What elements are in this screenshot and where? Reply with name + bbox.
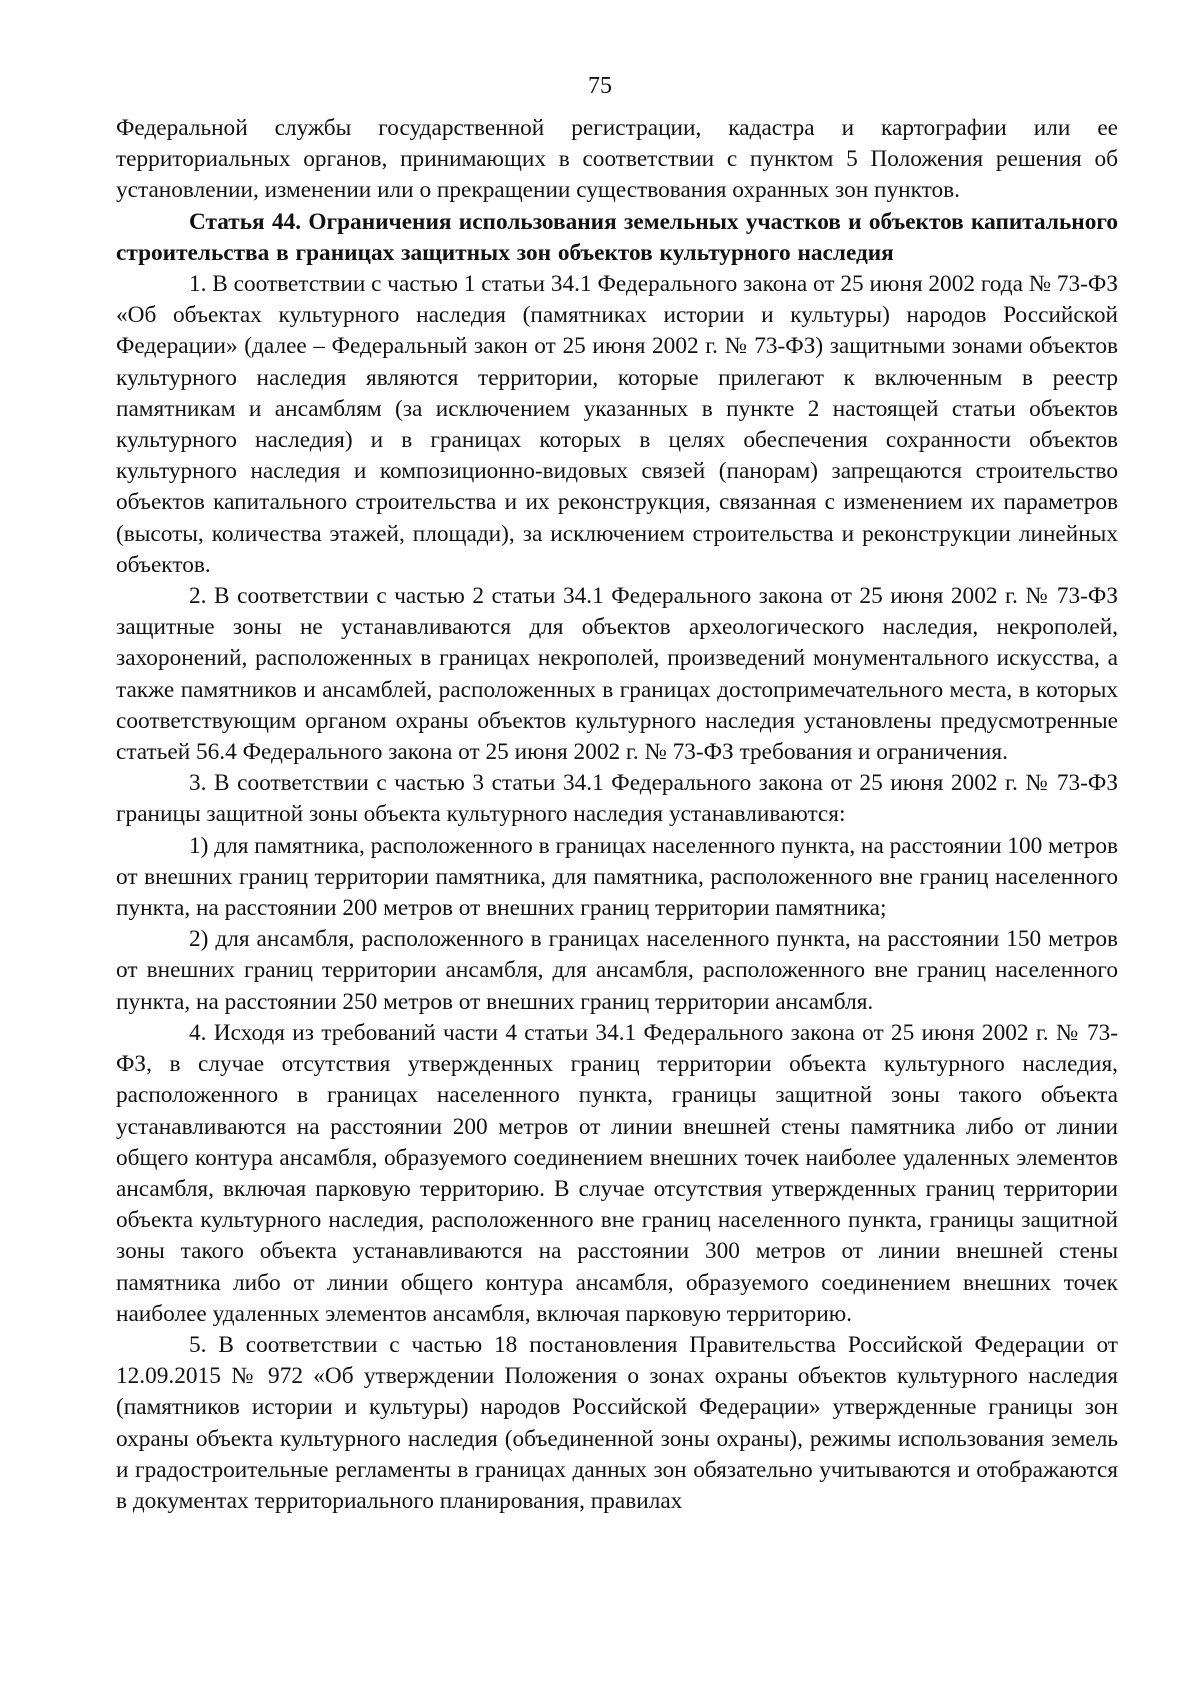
paragraph-5: 5. В соответствии с частью 18 постановления Правительства Российской Федерации от 12.09.2015 № 972 «Об утверждении Положения о зонах охраны объектов культурного наследия (памятников истории и культуры) народов Российской Федерации» утвержденные границы зон охраны объекта культурного наследия (объединенной зоны охраны), режимы использования земель и градостроительные регламенты в границах данных зон обязательно учитываются и отображаются в документах территориального планирования, правилах bbox=[116, 1331, 1118, 1514]
document-body bbox=[116, 113, 1118, 1517]
paragraph-continuation: Федеральной службы государственной регистрации, кадастра и картографии или ее территориальных органов, принимающих в соответствии с пунктом 5 Положения решения об установлении, изменении или о прекращении существования охранных зон пунктов. bbox=[116, 115, 1118, 204]
paragraph-3-item-2: 2) для ансамбля, расположенного в границах населенного пункта, на расстоянии 150 метров от внешних границ территории ансамбля, для ансамбля, расположенного вне границ населенного пункта, на расстоянии 250 метров от внешних границ территории ансамбля. bbox=[116, 926, 1118, 1015]
paragraph-3: 3. В соответствии с частью 3 статьи 34.1 Федерального закона от 25 июня 2002 г. № 73-ФЗ границы защитной зоны объекта культурного наследия устанавливаются: bbox=[116, 770, 1118, 828]
page-number: 75 bbox=[588, 73, 612, 99]
paragraph-2: 2. В соответствии с частью 2 статьи 34.1 Федерального закона от 25 июня 2002 г. № 73-ФЗ защитные зоны не устанавливаются для объектов археологического наследия, некрополей, захоронений, расположенных в границах некрополей, произведений монументального искусства, а также памятников и ансамблей, расположенных в границах достопримечательного места, в которых соответствующим органом охраны объектов культурного наследия установлены предусмотренные статьей 56.4 Федерального закона от 25 июня 2002 г. № 73-ФЗ требования и ограничения. bbox=[116, 583, 1118, 766]
article-heading: Статья 44. Ограничения использования земельных участков и объектов капитального строительства в границах защитных зон объектов культурного наследия bbox=[116, 208, 1118, 266]
paragraph-1: 1. В соответствии с частью 1 статьи 34.1 Федерального закона от 25 июня 2002 года № 73-ФЗ «Об объектах культурного наследия (памятниках истории и культуры) народов Российской Федерации» (далее – Федеральный закон от 25 июня 2002 г. № 73-ФЗ) защитными зонами объектов культурного наследия являются территории, которые прилегают к включенным в реестр памятникам и ансамблям (за исключением указанных в пункте 2 настоящей статьи объектов культурного наследия) и в границах которых в целях обеспечения сохранности объектов культурного наследия и композиционно-видовых связей (панорам) запрещаются строительство объектов капитального строительства и их реконструкция, связанная с изменением их параметров (высоты, количества этажей, площади), за исключением строительства и реконструкции линейных объектов. bbox=[116, 271, 1118, 578]
paragraph-4: 4. Исходя из требований части 4 статьи 34.1 Федерального закона от 25 июня 2002 г. № 73-ФЗ, в случае отсутствия утвержденных границ территории объекта культурного наследия, расположенного в границах населенного пункта, границы защитной зоны такого объекта устанавливаются на расстоянии 200 метров от линии внешней стены памятника либо от линии общего контура ансамбля, образуемого соединением внешних точек наиболее удаленных элементов ансамбля, включая парковую территорию. В случае отсутствия утвержденных границ территории объекта культурного наследия, расположенного вне границ населенного пункта, границы защитной зоны такого объекта устанавливаются на расстоянии 300 метров от линии внешней стены памятника либо от линии общего контура ансамбля, образуемого соединением внешних точек наиболее удаленных элементов ансамбля, включая парковую территорию. bbox=[116, 1019, 1118, 1327]
paragraph-3-item-1: 1) для памятника, расположенного в границах населенного пункта, на расстоянии 100 метров от внешних границ территории памятника, для памятника, расположенного вне границ населенного пункта, на расстоянии 200 метров от внешних границ территории памятника; bbox=[116, 832, 1118, 922]
